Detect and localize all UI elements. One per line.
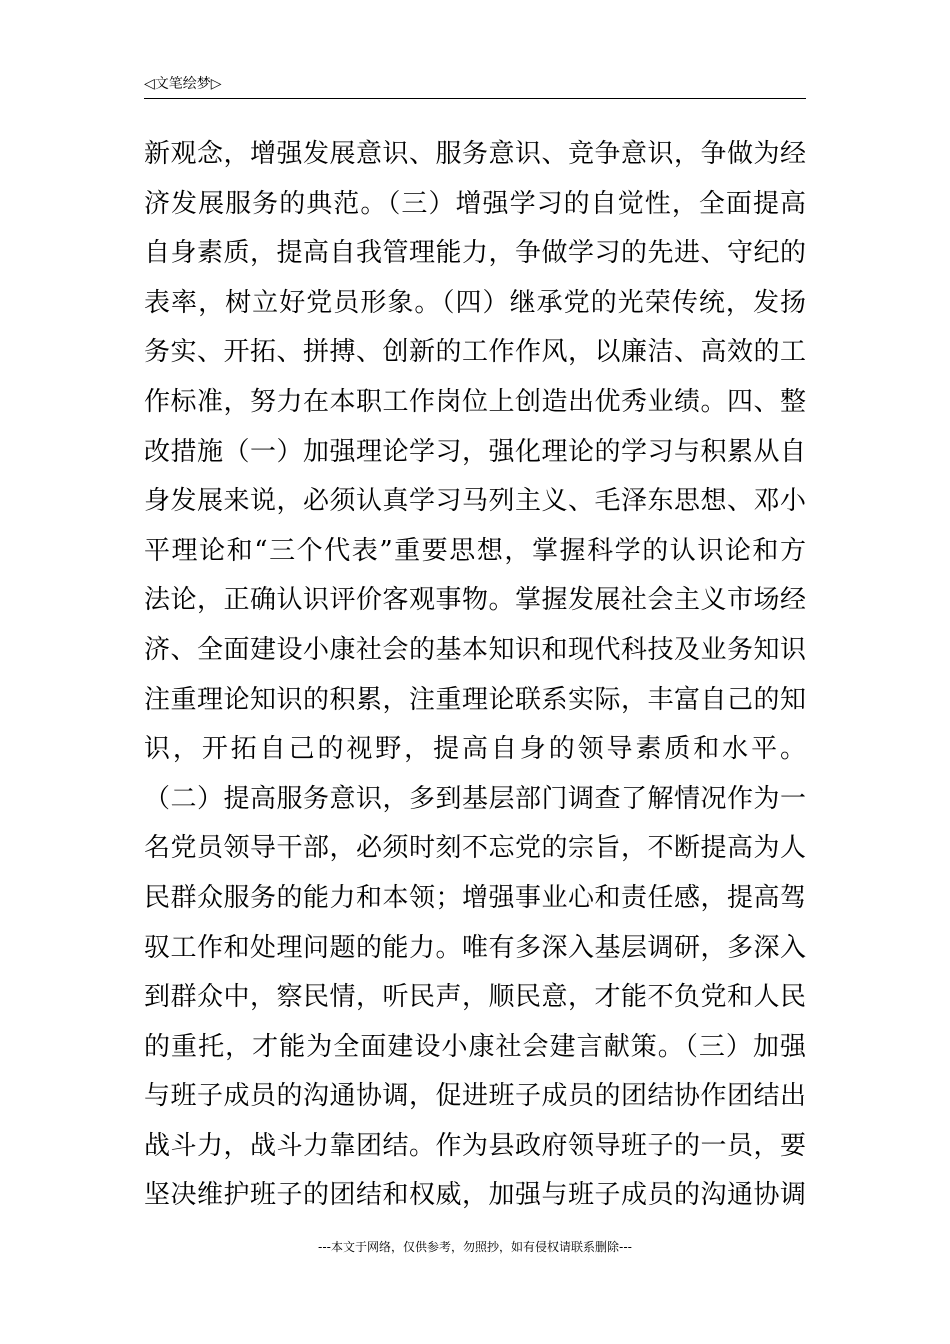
body-line: （二）提高服务意识，多到基层部门调查了解情况作为一 — [144, 783, 806, 814]
body-line: 新观念，增强发展意识、服务意识、竞争意识，争做为经 — [144, 139, 806, 169]
body-line: 法论，正确认识评价客观事物。掌握发展社会主义市场经 — [144, 585, 806, 616]
document-body — [144, 130, 806, 1221]
body-line: 自身素质，提高自我管理能力，争做学习的先进、守纪的 — [144, 238, 806, 269]
body-line: 注重理论知识的积累，注重理论联系实际，丰富自己的知 — [144, 684, 806, 715]
body-line: 战斗力，战斗力靠团结。作为县政府领导班子的一员，要 — [144, 1130, 806, 1161]
page-header — [144, 74, 806, 99]
body-line: 平理论和“三个代表”重要思想，掌握科学的认识论和方 — [144, 535, 806, 566]
body-line: 表率，树立好党员形象。（四）继承党的光荣传统，发扬 — [144, 287, 806, 318]
body-line: 作标准，努力在本职工作岗位上创造出优秀业绩。四、整 — [144, 386, 806, 417]
body-line: 驭工作和处理问题的能力。唯有多深入基层调研，多深入 — [144, 932, 806, 963]
body-line: 身发展来说，必须认真学习马列主义、毛泽东思想、邓小 — [144, 486, 806, 517]
body-line: 与班子成员的沟通协调，促进班子成员的团结协作团结出 — [144, 1081, 806, 1112]
header-title: ◁文笔绘梦▷ — [144, 76, 222, 92]
body-line: 改措施（一）加强理论学习，强化理论的学习与积累从自 — [144, 436, 806, 467]
page-footer: ---本文于网络，仅供参考，勿照抄，如有侵权请联系删除--- — [318, 1240, 632, 1254]
body-line: 识，开拓自己的视野，提高自身的领导素质和水平。 — [144, 734, 806, 765]
body-line: 济、全面建设小康社会的基本知识和现代科技及业务知识 — [144, 634, 806, 665]
body-line: 坚决维护班子的团结和权威，加强与班子成员的沟通协调 — [144, 1180, 806, 1211]
body-line: 务实、开拓、拼搏、创新的工作作风，以廉洁、高效的工 — [144, 337, 806, 368]
body-line: 到群众中，察民情，听民声，顺民意，才能不负党和人民 — [144, 982, 806, 1013]
body-line: 名党员领导干部，必须时刻不忘党的宗旨，不断提高为人 — [144, 833, 806, 864]
body-line: 济发展服务的典范。（三）增强学习的自觉性，全面提高 — [144, 188, 806, 219]
body-line: 的重托，才能为全面建设小康社会建言献策。（三）加强 — [144, 1031, 806, 1062]
body-line: 民群众服务的能力和本领；增强事业心和责任感，提高驾 — [144, 882, 806, 913]
